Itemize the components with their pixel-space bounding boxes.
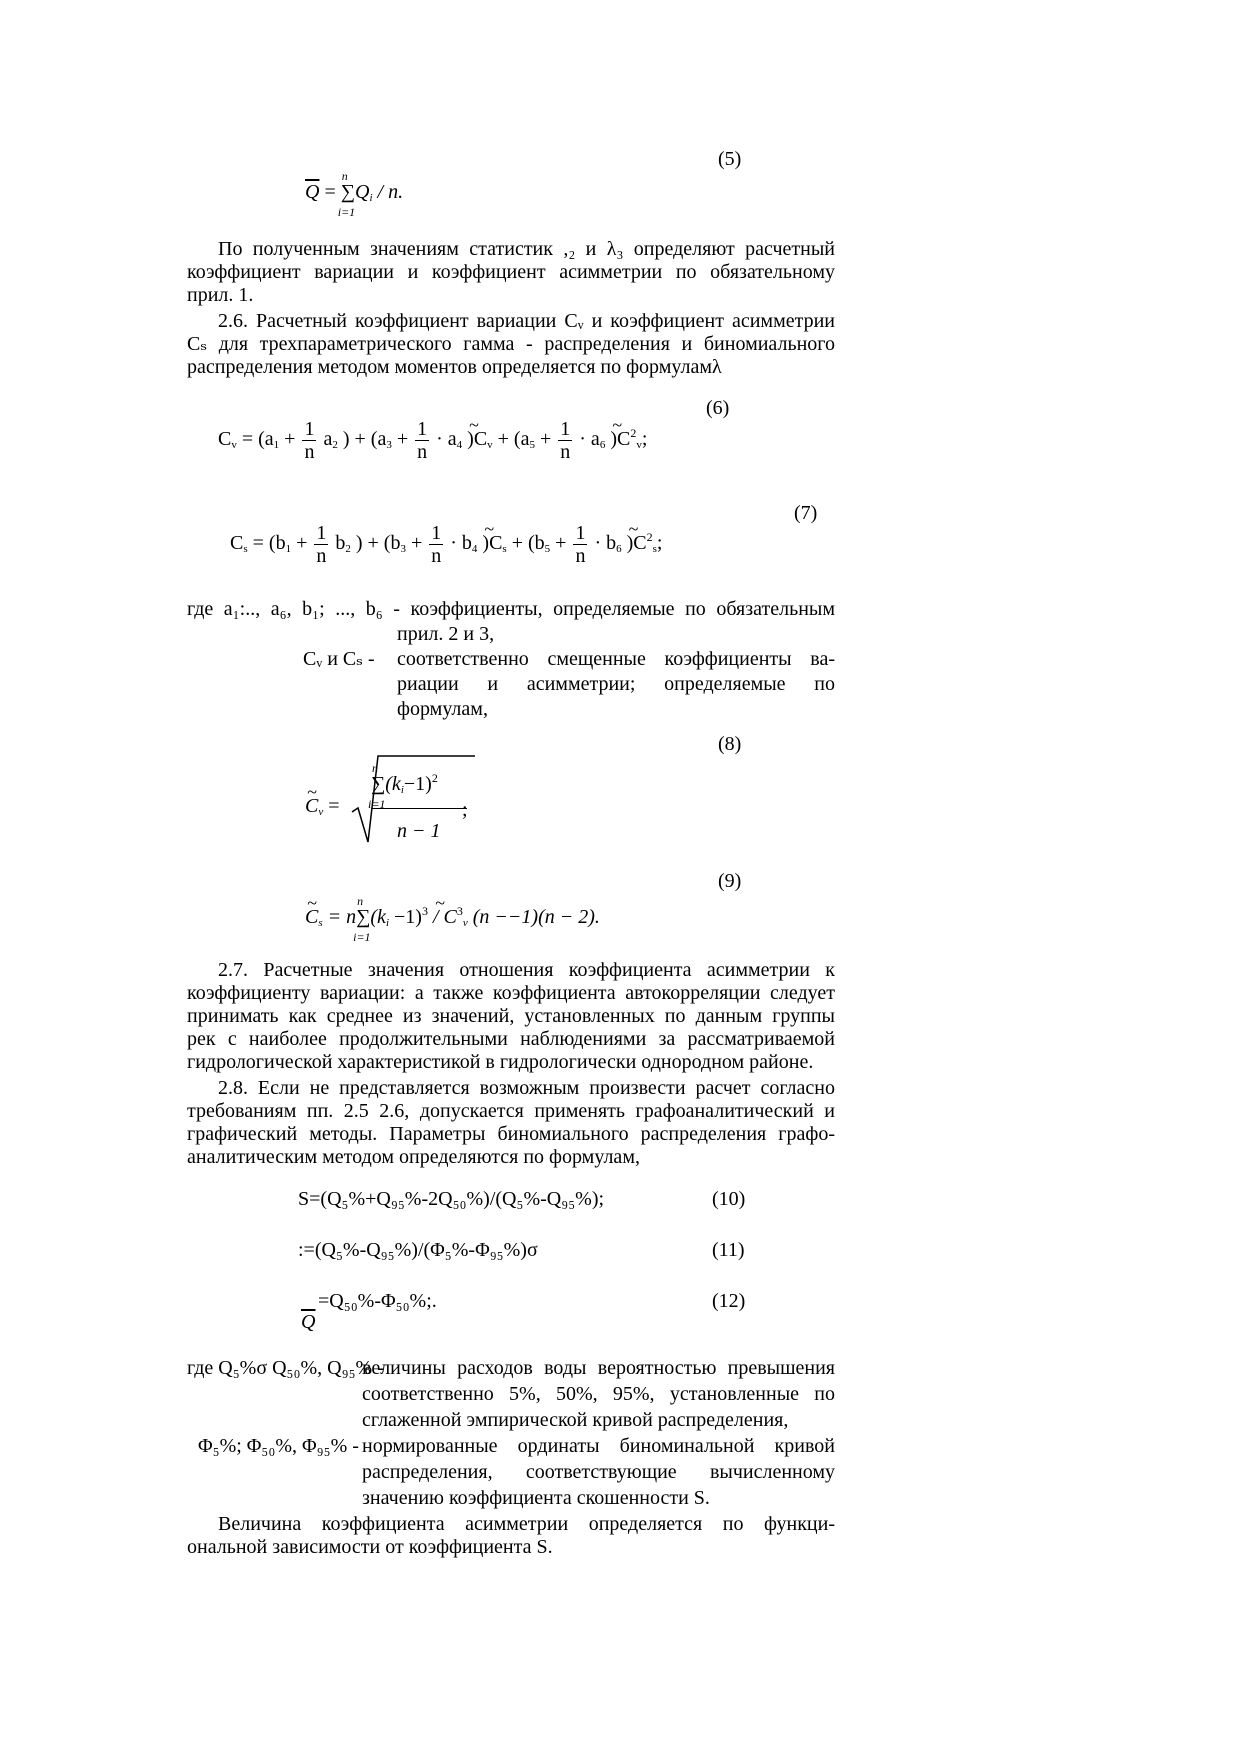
semicolon: ; <box>462 799 468 821</box>
superscript: 2 <box>431 771 438 785</box>
equation-8-denominator: n − 1 <box>397 820 441 842</box>
subscript: s <box>502 543 507 556</box>
fraction-bar <box>372 808 467 809</box>
paragraph-2-7 <box>187 959 835 1074</box>
plus-sign: + <box>296 532 308 555</box>
fraction-1-over-n <box>415 418 429 463</box>
subscript: v <box>636 439 642 452</box>
term: −1) <box>394 906 422 928</box>
plus-sign: + <box>410 532 423 555</box>
text-line: Cₛ для трехпараметрического гамма - распределения и биномиального <box>187 333 835 355</box>
numerator: 1 <box>431 522 442 544</box>
where-definition-line: соответственно смещенные коэффициенты ва- <box>397 648 835 670</box>
equation-number-6: (6) <box>706 397 730 419</box>
term: · b <box>450 532 472 555</box>
equation-5 <box>305 169 404 219</box>
paragraph-skewness <box>187 1513 835 1559</box>
paragraph-2-8 <box>187 1077 835 1169</box>
sum-lower-limit: i=1 <box>337 205 356 219</box>
equals-sign: = <box>324 181 336 203</box>
equation-number-7: (7) <box>794 502 818 524</box>
text-line: требованиям пп. 2.5 2.6, допускается применять графоаналитический и <box>187 1100 835 1122</box>
where-coefficients-line: где a₁:.., a₆, b₁; ..., b₆ - коэффициенты, определяемые по обязательным <box>187 598 835 620</box>
denominator: n <box>417 441 428 463</box>
cs-subscript: s <box>243 543 248 556</box>
subscript: 6 <box>599 439 606 452</box>
subscript: 2 <box>332 439 338 452</box>
term: a <box>323 428 333 451</box>
where-definition-line: величины расходов воды вероятностью превышения <box>362 1357 835 1379</box>
term: ) + (b <box>355 532 401 555</box>
subscript: 4 <box>471 543 478 556</box>
equation-number-5: (5) <box>718 148 742 170</box>
term: (n −−1)(n − 2). <box>472 906 600 928</box>
subscript: 1 <box>285 543 292 556</box>
paragraph-statistics <box>187 238 835 307</box>
fraction-1-over-n <box>302 418 316 463</box>
subscript: 2 <box>345 543 351 556</box>
term: + (a <box>497 428 530 451</box>
term: ) + (a <box>342 428 387 451</box>
equation-10: S=(Q₅%+Q₉₅%-2Q₅₀%)/(Q₅%-Q₉₅%); <box>298 1188 605 1210</box>
equation-number-8: (8) <box>718 733 742 755</box>
denominator: n <box>316 545 327 567</box>
text-line: 2.6. Расчетный коэффициент вариации Cᵥ и коэффициент асимметрии <box>218 310 835 332</box>
plus-sign: + <box>555 532 567 555</box>
equation-6 <box>218 418 647 463</box>
text-line: аналитическим методом определяются по формулам, <box>187 1146 640 1168</box>
subscript: s <box>318 917 323 929</box>
term: · a <box>436 428 457 451</box>
cs-tilde-squared-term: ~ )C <box>627 532 647 554</box>
subscript: 5 <box>529 439 535 452</box>
term: −1) <box>403 773 432 795</box>
plus-sign: + <box>284 428 296 451</box>
equals-n: = n <box>327 906 357 928</box>
subscript: v <box>462 917 468 929</box>
sum-symbol: ∑ n i=1 <box>341 181 355 203</box>
cs-tilde-term: ~ )C <box>482 532 502 554</box>
text-line: Величина коэффициента асимметрии определяется по функци- <box>218 1513 835 1535</box>
text-line: гидрологической характеристикой в гидрологически однородном районе. <box>187 1051 814 1073</box>
term: (k <box>370 906 386 928</box>
q-term: Q <box>355 181 370 203</box>
cv-tilde-symbol: ~ C <box>305 795 318 817</box>
numerator: 1 <box>304 418 315 440</box>
term: · a <box>579 428 600 451</box>
superscript: 2 <box>646 530 653 545</box>
sum-lower-limit: i=1 <box>353 930 371 944</box>
text-line: 2.8. Если не представляется возможным произвести расчет согласно <box>218 1077 835 1099</box>
sum-symbol: ∑ n i=1 <box>356 906 370 928</box>
denominator: n <box>304 441 315 463</box>
text-line: коэффициент вариации и коэффициент асимметрии по обязательному <box>187 261 835 283</box>
subscript: v <box>318 806 324 818</box>
sum-symbol: ∑ n i=1 <box>371 773 385 795</box>
denominator: n <box>431 545 442 567</box>
where-definition-line: риации и асимметрии; определяемые по <box>397 673 835 695</box>
text-line: ональной зависимости от коэффициента S. <box>187 1536 553 1558</box>
subscript: 1 <box>273 439 280 452</box>
term: b <box>335 532 346 555</box>
sum-upper-limit: n <box>341 169 348 183</box>
numerator: 1 <box>575 522 586 544</box>
subscript: i <box>400 784 404 796</box>
sum-upper-limit: n <box>357 894 364 908</box>
subscript: 4 <box>456 439 463 452</box>
equals-sign: = <box>328 795 340 817</box>
text-line: рек с наиболее продолжительными наблюдениями за рассматриваемой <box>187 1028 835 1050</box>
term: · b <box>594 532 617 555</box>
where-definition-line: распределения, соответствующие вычисленному <box>362 1461 835 1483</box>
text-line: распределения методом моментов определяется по формуламλ <box>187 356 722 378</box>
text-line: принимать как среднее из значений, установленных по данным группы <box>187 1005 835 1027</box>
subscript: 3 <box>400 543 406 556</box>
subscript: i <box>385 917 389 929</box>
sum-lower-limit: i=1 <box>368 797 386 811</box>
where-term-cv-cs: Cᵥ и Cₛ - <box>303 648 375 670</box>
subscript: 5 <box>544 543 551 556</box>
subscript: s <box>652 543 657 556</box>
where-term-q-percentiles: где Q₅%σ Q₅₀%, Q₉₅% - <box>187 1357 384 1379</box>
equation-number-10: (10) <box>712 1188 746 1210</box>
equation-11: :=(Q₅%-Q₉₅%)/(Φ₅%-Φ₉₅%)σ <box>298 1239 538 1261</box>
superscript: 3 <box>456 904 463 918</box>
where-definition-line: значению коэффициента скошенности S. <box>362 1487 710 1509</box>
numerator: 1 <box>560 418 571 440</box>
cv-symbol: C <box>218 428 232 451</box>
cs-tilde-symbol: ~ C <box>305 906 318 928</box>
text-line: По полученным значениям статистик ,₂ и λ₃ определяют расчетный <box>218 238 835 260</box>
text-line: графический методы. Параметры биномиального распределения графо- <box>187 1123 835 1145</box>
where-definition-line: соответственно 5%, 50%, 95%, установленные по <box>362 1383 835 1405</box>
sum-upper-limit: n <box>372 761 378 775</box>
term: (k <box>385 773 401 795</box>
cv-tilde-squared-term: ~ )C <box>610 428 630 450</box>
equation-7 <box>230 522 662 567</box>
q-mean-symbol: $\overline{Q}$ <box>305 181 320 203</box>
where-term-phi-ordinates: Φ₅%; Φ₅₀%, Φ₉₅% - <box>198 1435 359 1457</box>
fraction-1-over-n <box>314 522 328 567</box>
plus-sign: + <box>539 428 552 451</box>
where-definition-line: нормированные ординаты биноминальной кривой <box>362 1435 835 1457</box>
semicolon: ; <box>641 428 648 451</box>
equation-12: =Q₅₀%-Φ₅₀%;. <box>318 1290 437 1312</box>
cs-symbol: C <box>230 532 244 555</box>
cv-tilde-term: ~ / C <box>433 906 457 928</box>
where-appendix-line: прил. 2 и 3, <box>397 623 495 645</box>
paragraph-2-6 <box>187 310 835 379</box>
denominator: n <box>575 545 586 567</box>
superscript: 2 <box>630 426 637 441</box>
q-mean-symbol: $\overline{Q}$ <box>301 1311 316 1333</box>
equation-8-lhs <box>305 795 340 817</box>
term: + (b <box>511 532 545 555</box>
text-line: коэффициенту вариации: а также коэффициента автокорреляции следует <box>187 982 835 1004</box>
text-line: прил. 1. <box>187 284 254 306</box>
equation-number-12: (12) <box>712 1290 746 1312</box>
subscript: v <box>487 439 493 452</box>
fraction-1-over-n <box>558 418 572 463</box>
plus-sign: + <box>396 428 409 451</box>
text-line: 2.7. Расчетные значения отношения коэффициента асимметрии к <box>218 959 835 981</box>
numerator: 1 <box>316 522 327 544</box>
divide-by-n: / n. <box>377 181 404 203</box>
fraction-1-over-n <box>573 522 587 567</box>
where-definition-line: сглаженной эмпирической кривой распределения, <box>362 1409 789 1431</box>
denominator: n <box>560 441 571 463</box>
numerator: 1 <box>417 418 428 440</box>
equation-9 <box>305 894 600 944</box>
superscript: 3 <box>421 904 428 918</box>
subscript: 6 <box>616 543 622 556</box>
where-definition-line: формулам, <box>397 698 488 720</box>
subscript: 3 <box>386 439 392 452</box>
fraction-1-over-n <box>429 522 443 567</box>
equation-8-numerator <box>368 761 438 811</box>
equation-number-11: (11) <box>712 1239 745 1261</box>
semicolon: ; <box>656 532 663 555</box>
cv-tilde-term: ~ )C <box>467 428 487 450</box>
equation-number-9: (9) <box>718 870 742 892</box>
cv-subscript: v <box>231 439 237 452</box>
q-subscript: i <box>369 192 373 204</box>
term: = (a <box>241 428 274 451</box>
term: = (b <box>252 532 286 555</box>
